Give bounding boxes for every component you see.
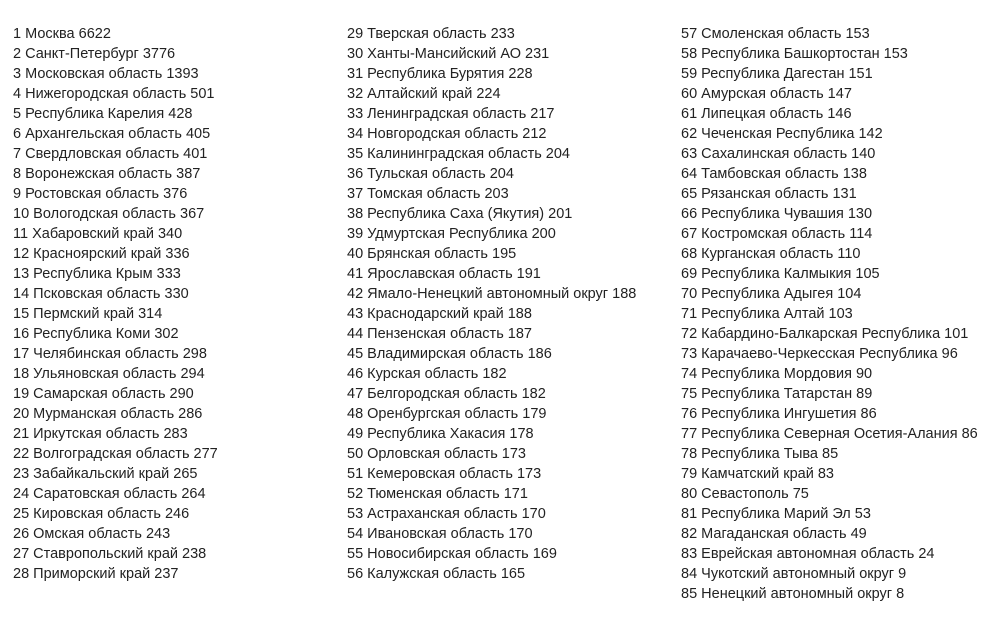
- region-entry: 17 Челябинская область 298: [13, 346, 207, 362]
- region-entry: 40 Брянская область 195: [347, 246, 517, 262]
- region-entry: 36 Тульская область 204: [347, 166, 514, 182]
- region-entry: 79 Камчатский край 83: [681, 466, 834, 482]
- region-entry: 69 Республика Калмыкия 105: [681, 266, 880, 282]
- region-entry: 68 Курганская область 110: [681, 246, 861, 262]
- region-entry: 50 Орловская область 173: [347, 446, 526, 462]
- region-entry: 42 Ямало-Ненецкий автономный округ 188: [347, 286, 637, 302]
- region-entry: 46 Курская область 182: [347, 366, 507, 382]
- region-entry: 20 Мурманская область 286: [13, 406, 203, 422]
- ranking-column-3: [681, 24, 978, 604]
- region-entry: 11 Хабаровский край 340: [13, 226, 183, 242]
- region-entry: 53 Астраханская область 170: [347, 506, 546, 522]
- region-entry: 26 Омская область 243: [13, 526, 171, 542]
- region-entry: 39 Удмуртская Республика 200: [347, 226, 556, 242]
- region-entry: 49 Республика Хакасия 178: [347, 426, 534, 442]
- region-entry: 41 Ярославская область 191: [347, 266, 541, 282]
- region-entry: 16 Республика Коми 302: [13, 326, 179, 342]
- region-entry: 19 Самарская область 290: [13, 386, 194, 402]
- region-entry: 60 Амурская область 147: [681, 86, 852, 102]
- region-entry: 54 Ивановская область 170: [347, 526, 533, 542]
- region-entry: 62 Чеченская Республика 142: [681, 126, 883, 142]
- region-entry: 2 Санкт-Петербург 3776: [13, 46, 176, 62]
- region-entry: 1 Москва 6622: [13, 26, 111, 42]
- region-entry: 70 Республика Адыгея 104: [681, 286, 862, 302]
- region-entry: 74 Республика Мордовия 90: [681, 366, 873, 382]
- region-entry: 27 Ставропольский край 238: [13, 546, 207, 562]
- region-entry: 29 Тверская область 233: [347, 26, 515, 42]
- region-entry: 6 Архангельская область 405: [13, 126, 211, 142]
- region-entry: 38 Республика Саха (Якутия) 201: [347, 206, 573, 222]
- region-entry: 67 Костромская область 114: [681, 226, 873, 242]
- region-entry: 84 Чукотский автономный округ 9: [681, 566, 907, 582]
- region-entry: 63 Сахалинская область 140: [681, 146, 876, 162]
- region-entry: 12 Красноярский край 336: [13, 246, 190, 262]
- region-entry: 48 Оренбургская область 179: [347, 406, 547, 422]
- region-entry: 47 Белгородская область 182: [347, 386, 546, 402]
- region-entry: 9 Ростовская область 376: [13, 186, 188, 202]
- region-entry: 85 Ненецкий автономный округ 8: [681, 586, 905, 602]
- region-entry: 43 Краснодарский край 188: [347, 306, 532, 322]
- region-entry: 8 Воронежская область 387: [13, 166, 201, 182]
- region-entry: 25 Кировская область 246: [13, 506, 190, 522]
- region-entry: 21 Иркутская область 283: [13, 426, 188, 442]
- region-entry: 64 Тамбовская область 138: [681, 166, 867, 182]
- region-entry: 13 Республика Крым 333: [13, 266, 181, 282]
- region-entry: 65 Рязанская область 131: [681, 186, 857, 202]
- region-entry: 31 Республика Бурятия 228: [347, 66, 533, 82]
- region-entry: 81 Республика Марий Эл 53: [681, 506, 871, 522]
- region-entry: 5 Республика Карелия 428: [13, 106, 193, 122]
- region-entry: 51 Кемеровская область 173: [347, 466, 542, 482]
- region-entry: 22 Волгоградская область 277: [13, 446, 218, 462]
- region-entry: 71 Республика Алтай 103: [681, 306, 853, 322]
- region-entry: 57 Смоленская область 153: [681, 26, 870, 42]
- region-entry: 3 Московская область 1393: [13, 66, 199, 82]
- region-entry: 28 Приморский край 237: [13, 566, 179, 582]
- region-entry: 45 Владимирская область 186: [347, 346, 552, 362]
- region-entry: 18 Ульяновская область 294: [13, 366, 205, 382]
- region-entry: 23 Забайкальский край 265: [13, 466, 198, 482]
- region-entry: 52 Тюменская область 171: [347, 486, 528, 502]
- region-entry: 44 Пензенская область 187: [347, 326, 532, 342]
- region-entry: 7 Свердловская область 401: [13, 146, 208, 162]
- ranking-column-2: [347, 24, 636, 584]
- region-entry: 56 Калужская область 165: [347, 566, 526, 582]
- region-entry: 24 Саратовская область 264: [13, 486, 206, 502]
- region-entry: 76 Республика Ингушетия 86: [681, 406, 877, 422]
- region-entry: 35 Калининградская область 204: [347, 146, 570, 162]
- region-entry: 4 Нижегородская область 501: [13, 86, 215, 102]
- region-entry: 83 Еврейская автономная область 24: [681, 546, 935, 562]
- region-entry: 55 Новосибирская область 169: [347, 546, 557, 562]
- region-entry: 78 Республика Тыва 85: [681, 446, 839, 462]
- region-entry: 30 Ханты-Мансийский АО 231: [347, 46, 550, 62]
- region-entry: 37 Томская область 203: [347, 186, 509, 202]
- region-entry: 59 Республика Дагестан 151: [681, 66, 873, 82]
- region-entry: 61 Липецкая область 146: [681, 106, 852, 122]
- region-entry: 82 Магаданская область 49: [681, 526, 867, 542]
- region-entry: 72 Кабардино-Балкарская Республика 101: [681, 326, 969, 342]
- region-entry: 80 Севастополь 75: [681, 486, 809, 502]
- ranking-column-1: [13, 24, 218, 584]
- region-entry: 75 Республика Татарстан 89: [681, 386, 873, 402]
- region-entry: 77 Республика Северная Осетия-Алания 86: [681, 426, 978, 442]
- region-entry: 58 Республика Башкортостан 153: [681, 46, 908, 62]
- region-entry: 33 Ленинградская область 217: [347, 106, 555, 122]
- region-entry: 10 Вологодская область 367: [13, 206, 205, 222]
- region-entry: 32 Алтайский край 224: [347, 86, 501, 102]
- region-entry: 73 Карачаево-Черкесская Республика 96: [681, 346, 958, 362]
- region-entry: 14 Псковская область 330: [13, 286, 189, 302]
- region-entry: 15 Пермский край 314: [13, 306, 163, 322]
- region-entry: 66 Республика Чувашия 130: [681, 206, 873, 222]
- region-entry: 34 Новгородская область 212: [347, 126, 547, 142]
